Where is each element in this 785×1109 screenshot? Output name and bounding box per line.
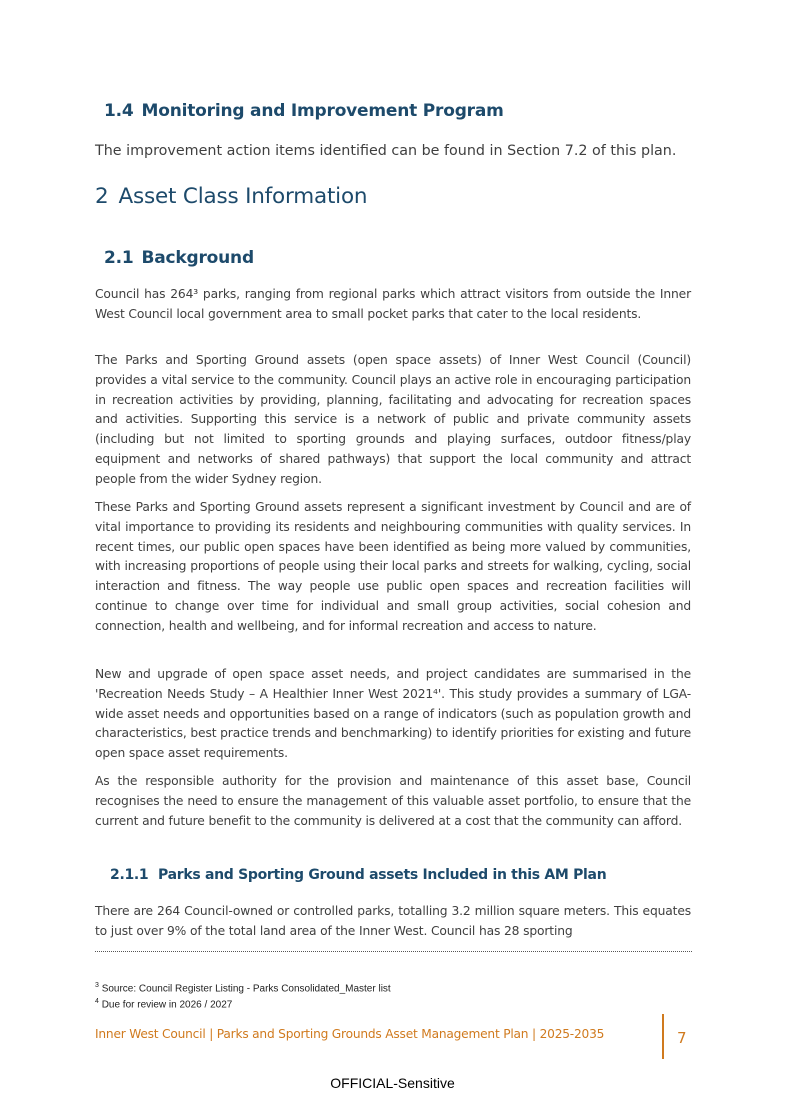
section-title: Background <box>141 248 254 268</box>
background-paragraph-3: These Parks and Sporting Ground assets represent a significant investment by Council and are of vital importance to providing its residents and neighbouring communities with quality services. In recent times, our public open spaces have been identified as being more valued by communities, with increasing proportions of people using their local parks and streets for walking, cycling, social interaction and fitness. The way people use public open spaces and recreation facilities will continue to change over time for individual and small group activities, social cohesion and connection, health and wellbeing, and for informal recreation and access to nature. <box>95 500 691 633</box>
section-2-1-1-text: There are 264 Council-owned or controlled parks, totalling 3.2 million square meters. This equates to just over 9% of the total land area of the Inner West. Council has 28 sporting <box>95 904 691 938</box>
section-2-heading <box>95 184 367 209</box>
footnote-text: Due for review in 2026 / 2027 <box>101 999 233 1011</box>
page-number: 7 <box>677 1029 687 1047</box>
section-1-4-text: The improvement action items identified can be found in Section 7.2 of this plan. <box>95 143 677 159</box>
footnote-4 <box>95 995 232 1011</box>
section-title: Asset Class Information <box>118 184 368 209</box>
background-paragraph-2: The Parks and Sporting Ground assets (open space assets) of Inner West Council (Council) provides a vital service to the community. Council plays an active role in encouraging participation in recreation activities by providing, planning, facilitating and advocating for recreation spaces and activities. Supporting this service is a network of public and private community assets (including but not limited to sporting grounds and playing surfaces, outdoor fitness/play equipment and networks of shared pathways) that support the local community and attract people from the wider Sydney region. <box>95 353 691 486</box>
section-number: 2.1 <box>104 248 134 268</box>
section-number: 2 <box>95 184 109 209</box>
footnote-mark: 4 <box>95 998 99 1005</box>
section-title: Parks and Sporting Ground assets Included in this AM Plan <box>158 867 607 883</box>
section-number: 1.4 <box>104 101 134 121</box>
background-paragraph-1: Council has 264³ parks, ranging from regional parks which attract visitors from outside the Inner West Council local government area to small pocket parks that cater to the local residents. <box>95 287 691 321</box>
classification-label: OFFICIAL-Sensitive <box>330 1075 455 1091</box>
section-2-1-1-heading <box>110 867 606 883</box>
section-title: Monitoring and Improvement Program <box>141 101 504 121</box>
section-number: 2.1.1 <box>110 867 149 883</box>
section-2-1-heading <box>104 248 254 268</box>
footer-title: Inner West Council | Parks and Sporting Grounds Asset Management Plan | 2025-2035 <box>95 1027 605 1041</box>
background-paragraph-5: As the responsible authority for the provision and maintenance of this asset base, Council recognises the need to ensure the management of this valuable asset portfolio, to ensure that the current and future benefit to the community is delivered at a cost that the community can afford. <box>95 774 691 828</box>
section-1-4-heading <box>104 101 504 121</box>
background-paragraph-4: New and upgrade of open space asset needs, and project candidates are summarised in the 'Recreation Needs Study – A Healthier Inner West 2021⁴'. This study provides a summary of LGA-wide asset needs and opportunities based on a range of indicators (such as population growth and characteristics, best practice trends and benchmarking) to identify priorities for existing and future open space asset requirements. <box>95 667 691 761</box>
footnote-divider <box>95 951 692 952</box>
footnote-mark: 3 <box>95 982 99 989</box>
footnote-3 <box>95 979 391 995</box>
footnote-text: Source: Council Register Listing - Parks Consolidated_Master list <box>101 983 391 995</box>
footer-divider <box>662 1014 664 1059</box>
